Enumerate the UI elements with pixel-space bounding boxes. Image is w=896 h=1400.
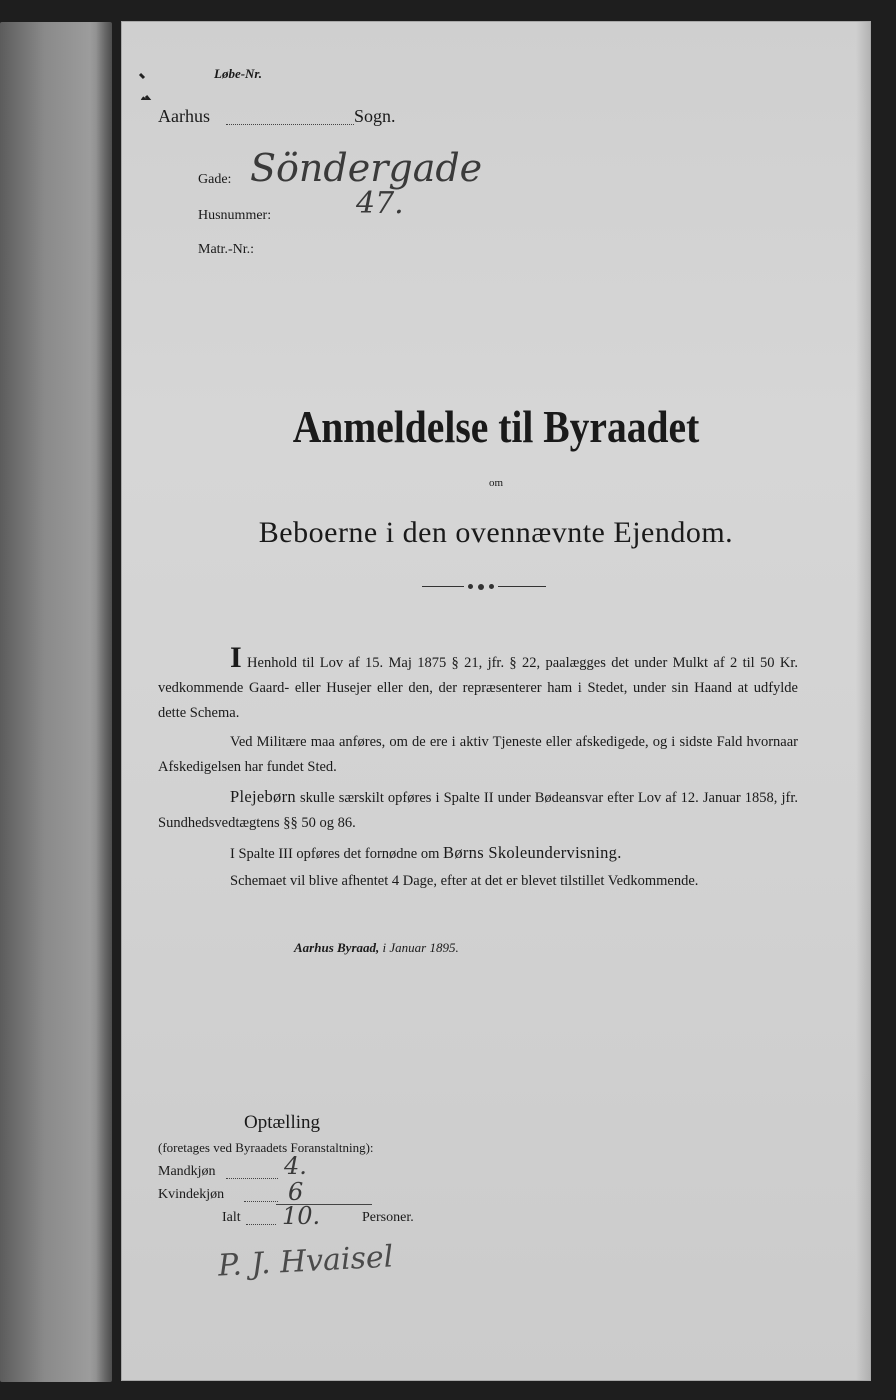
paragraph-5: Schemaet vil blive afhentet 4 Dage, efter at det er blevet tilstillet Vedkommende. [230,873,699,889]
husnummer-value: 47. [356,186,404,221]
persons-label: Personer. [362,1210,414,1225]
lobe-nr-label: Løbe-Nr. [214,66,263,81]
husnummer-label: Husnummer: [198,208,272,223]
dateline-date: i Januar 1895. [382,940,459,955]
signature: P. J. Hvaisel [217,1239,395,1284]
paragraph-3: Plejebørn skulle særskilt opføres i Spalte II under Bødeansvar efter Lov af 12. Januar 1858, jfr. Sundhedsvedtægtens §§ 50 og 86. [158,787,798,831]
sogn-field-line [226,124,354,125]
female-value: 6 [288,1178,304,1206]
count-heading: Optælling [244,1112,321,1133]
total-value: 10. [282,1202,321,1230]
dateline-issuer: Aarhus Byraad, [294,940,380,955]
drop-cap: I [230,641,242,674]
paragraph-1: I Henhold til Lov af 15. Maj 1875 § 21, jfr. § 22, paalægges det under Mulkt af 2 til 50 Kr. vedkommende Gaard- eller Husejer eller den, der repræsenterer ham i Stedet, under sin Haand at udfylde dette Schema. [158,641,798,721]
page-title: Anmeldelse til Byraadet [292,401,700,452]
dateline [294,940,459,956]
instructions-body [158,641,798,894]
paragraph-2: Ved Militære maa anføres, om de ere i aktiv Tjeneste eller afskedigede, og i sidste Fald hvornaar Afskedigelsen har fundet Sted. [158,734,798,775]
count-note: (foretages ved Byraadets Foranstaltning): [158,1140,374,1155]
male-value: 4. [284,1152,307,1180]
total-label: Ialt [222,1210,241,1225]
female-label: Kvindekjøn [158,1187,225,1202]
margin-mark-icon [138,70,168,100]
matr-label: Matr.-Nr.: [198,242,254,257]
gade-label: Gade: [198,172,232,187]
city-label: Aarhus [158,106,210,126]
ornament-divider-icon [422,584,546,590]
om-label: om [488,477,504,489]
paragraph-4: I Spalte III opføres det fornødne om Børns Skoleundervisning. [230,843,622,862]
male-label: Mandkjøn [158,1164,216,1179]
page-subtitle: Beboerne i den ovennævnte Ejendom. [258,516,734,549]
skoleundervisning-emph: Børns Skoleundervisning. [443,843,622,862]
sogn-label: Sogn. [354,106,396,126]
plejeborn-lead: Plejebørn [230,787,296,806]
gade-value: Söndergade [250,146,483,190]
document-page [122,22,870,1380]
